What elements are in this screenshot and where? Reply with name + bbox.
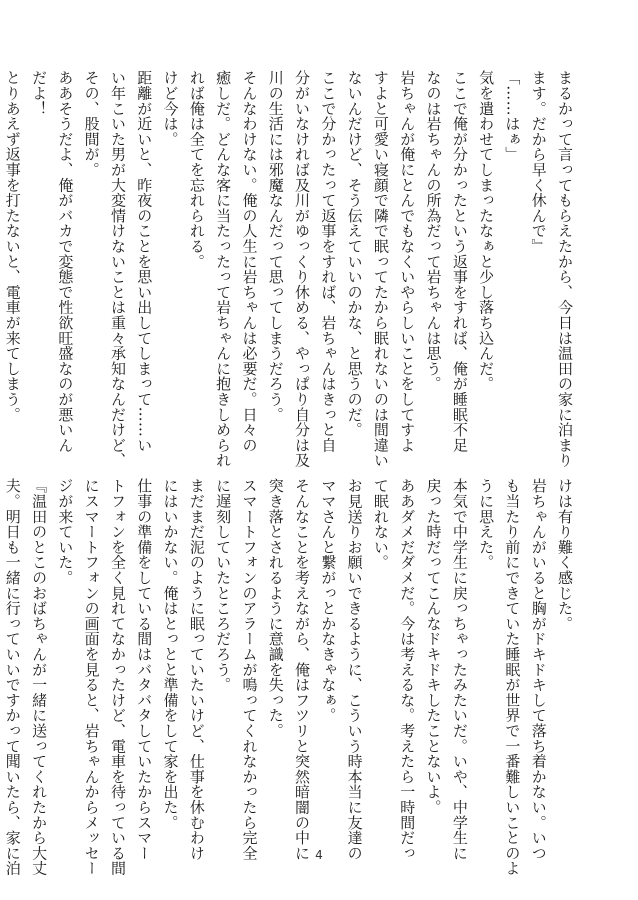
text-line: ああダメだダメだ。今は考えるな。考えたら一時間だっ [398, 478, 417, 861]
text-line: も当たり前にできていた睡眠が世界で一番難しいことのよ [503, 478, 522, 876]
text-line: そんなわけない。俺の人生に岩ちゃんは必要だ。日々の [240, 70, 259, 453]
text-line: 分がいなければ及川がゆっくり休める、やっぱり自分は及 [293, 70, 312, 468]
text-line: ここで分かったって返事をすれば、岩ちゃんはきっと自 [319, 70, 338, 453]
text-line: まだまだ泥のように眠っていたいけど、仕事を休むわけ [187, 478, 206, 861]
text-line: スマートフォンのアラームが鳴ってくれなかったら完全 [240, 478, 259, 861]
text-line: 戻った時だってこんなドキドキしたことないよ。 [424, 478, 443, 815]
text-line: ます。だから早く休んで』 [529, 70, 548, 254]
text-line: その、股間が。 [82, 70, 101, 178]
text-line: 岩ちゃんがいると胸がドキドキして落ち着かない。いつ [529, 478, 548, 861]
text-line: 本気で中学生に戻っちゃったみたいだ。いや、中学生に [450, 478, 469, 861]
text-line: だよ！ [30, 70, 49, 116]
text-line: そんなことを考えながら、俺はフツリと突然暗闇の中に [293, 478, 312, 861]
text-line: けは有り難く感じた。 [556, 478, 574, 631]
text-line: すよと可愛い寝顔で隣で眠ってたから眠れないのは間違い [371, 70, 390, 468]
text-line: れば俺は全てを忘れられる。 [187, 70, 206, 269]
text-line: お見送りお願いできるように、こういう時本当に友達の [345, 478, 364, 861]
text-line: い年こいた男が大変情けないことは重々承知なんだけど、 [108, 70, 127, 468]
upper-text-block [3, 70, 578, 468]
text-line: にはいかない。俺はとっとと準備をして家を出た。 [161, 478, 180, 830]
text-line: 『温田のとこのおばちゃんが一緒に送ってくれたから大丈 [30, 478, 49, 876]
text-line: にスマートフォンの画面を見ると、岩ちゃんからメッセー [82, 478, 101, 876]
text-line: ここで俺が分かったという返事をすれば、俺が睡眠不足 [450, 70, 469, 453]
text-line: とりあえず返事を打たないと、電車が来てしまう。 [3, 70, 22, 422]
text-line: 距離が近いと、昨夜のことを思い出してしまって……い [135, 70, 154, 453]
text-line: トフォンを全く見れてなかったけど、電車を待っている間 [108, 478, 127, 876]
lower-text-block [3, 478, 578, 876]
text-line: 気を遣わせてしまったなぁと少し落ち込んだ。 [477, 70, 496, 392]
text-line: まるかって言ってもらえたから、今日は温田の家に泊まり [556, 70, 574, 468]
text-line: 川の生活には邪魔なんだって思ってしまうだろう。 [266, 70, 285, 422]
text-line: うに思えた。 [477, 478, 496, 570]
text-line: なのは岩ちゃんの所為だって岩ちゃんは思う。 [424, 70, 443, 392]
text-line: ジが来ていた。 [56, 478, 75, 586]
text-line: けど今は。 [161, 70, 180, 147]
text-line: 夫。明日も一緒に行っていいですかって聞いたら、家に泊 [3, 478, 22, 876]
text-line: 癒しだ。どんな客に当たったって岩ちゃんに抱きしめられ [214, 70, 233, 468]
text-line: ないんだけど、そう伝えていいのかな、と思うのだ。 [345, 70, 364, 438]
text-line: 「……はぁ」 [503, 70, 522, 162]
page-number: 4 [315, 848, 323, 862]
text-line: 突き落とされるように意識を失った。 [266, 478, 285, 739]
text-line: て眠れない。 [371, 478, 390, 570]
text-line: ママさんと繋がっとかなきゃなぁ。 [319, 478, 338, 723]
text-line: ああそうだよ、俺がバカで変態で性欲旺盛なのが悪いん [56, 70, 75, 453]
text-line: に遅刻していたところだろう。 [214, 478, 233, 693]
text-line: 仕事の準備をしている間はバタバタしていたからスマー [135, 478, 154, 861]
text-line: 岩ちゃんが俺にとんでもなくいやらしいことをしてすよ [398, 70, 417, 453]
